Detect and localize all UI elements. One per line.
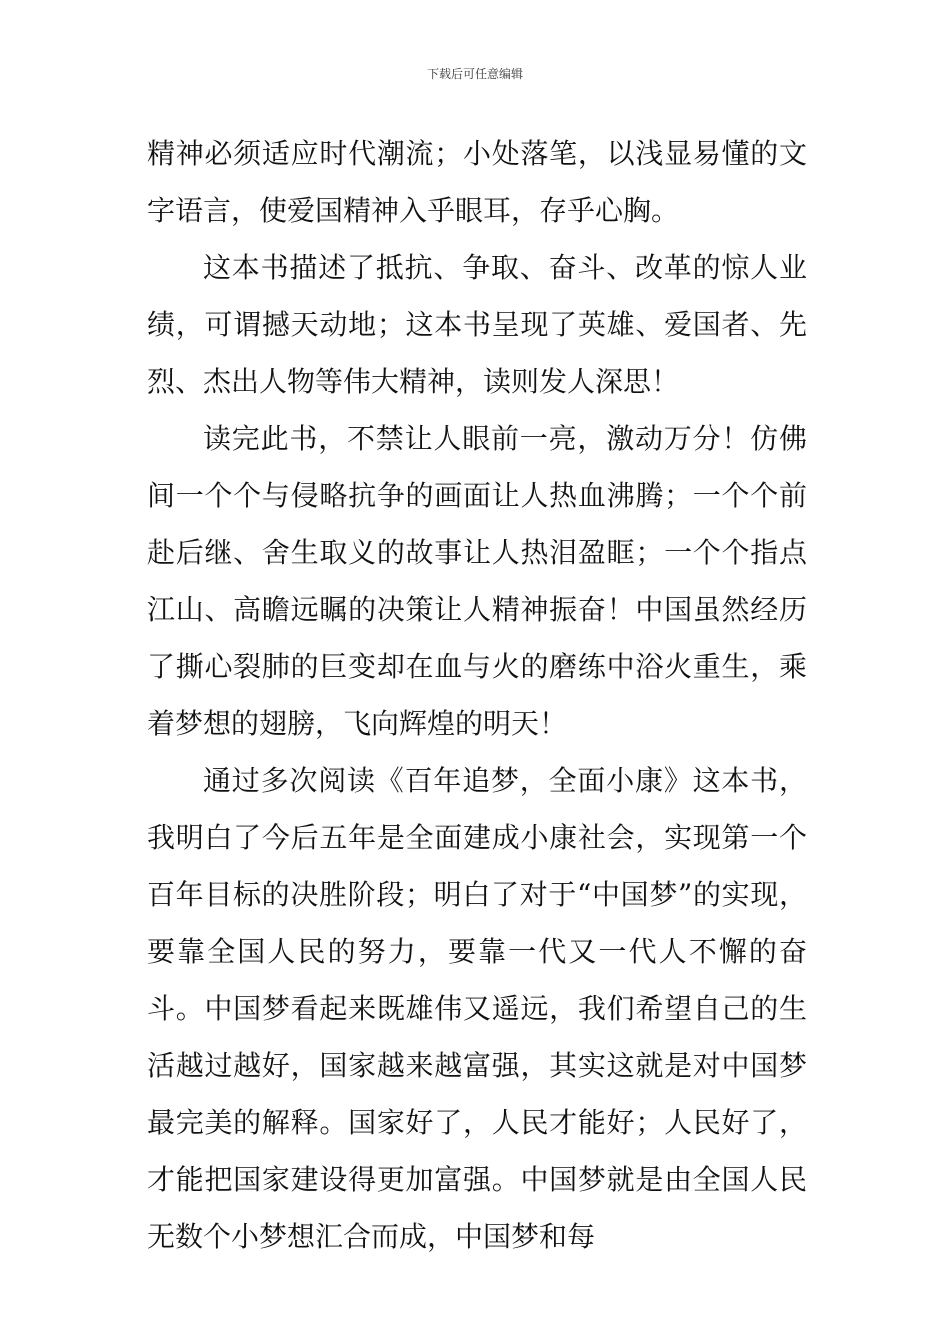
paragraph-3: 读完此书，不禁让人眼前一亮，激动万分！仿佛间一个个与侵略抗争的画面让人热血沸腾；一个个前赴后继、舍生取义的故事让人热泪盈眶；一个个指点江山、高瞻远瞩的决策让人精神振奋！中国虽然经历了撕心裂肺的巨变却在血与火的磨练中浴火重生，乘着梦想的翅膀，飞向辉煌的明天！ [147, 422, 807, 740]
page-header: 下载后可任意编辑 [426, 67, 523, 81]
document-body [147, 125, 807, 1265]
paragraph-4: 通过多次阅读《百年追梦，全面小康》这本书，我明白了今后五年是全面建成小康社会，实现第一个百年目标的决胜阶段；明白了对于“中国梦”的实现，要靠全国人民的努力，要靠一代又一代人不懈的奋斗。中国梦看起来既雄伟又遥远，我们希望自己的生活越过越好，国家越来越富强，其实这就是对中国梦最完美的解释。国家好了，人民才能好；人民好了，才能把国家建设得更加富强。中国梦就是由全国人民无数个小梦想汇合而成，中国梦和每 [147, 764, 807, 1253]
paragraph-1: 精神必须适应时代潮流；小处落笔，以浅显易懂的文字语言，使爱国精神入乎眼耳，存乎心胸。 [147, 137, 807, 227]
paragraph-2: 这本书描述了抵抗、争取、奋斗、改革的惊人业绩，可谓撼天动地；这本书呈现了英雄、爱国者、先烈、杰出人物等伟大精神，读则发人深思！ [147, 251, 807, 398]
